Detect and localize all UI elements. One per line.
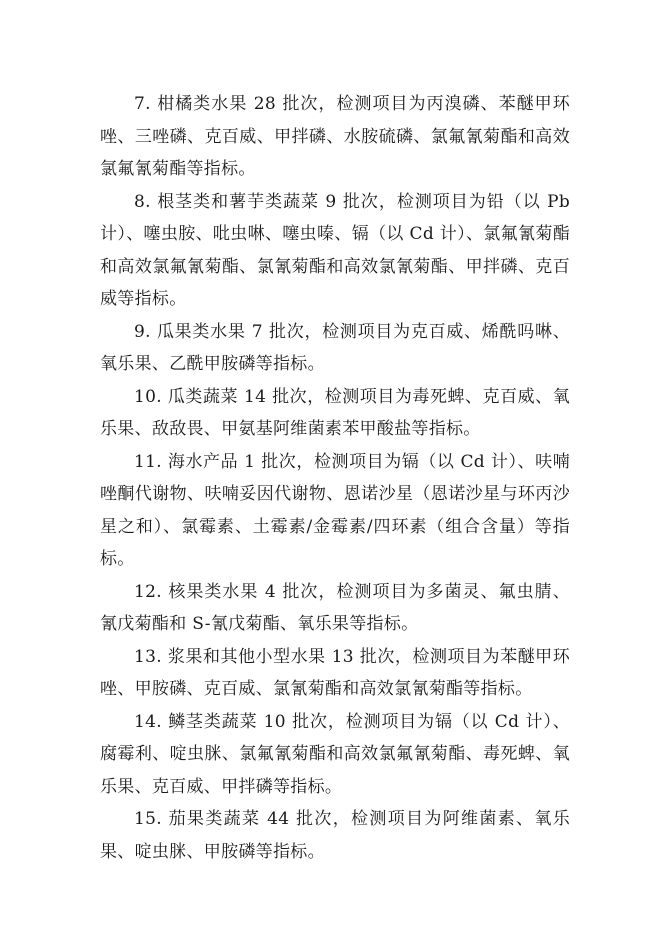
paragraph-item-9: 9. 瓜果类水果 7 批次，检测项目为克百威、烯酰吗啉、氧乐果、乙酰甲胺磷等指标。 bbox=[100, 321, 570, 374]
paragraph-item-15: 15. 茄果类蔬菜 44 批次，检测项目为阿维菌素、氧乐果、啶虫脒、甲胺磷等指标。 bbox=[100, 809, 570, 862]
paragraph-item-12: 12. 核果类水果 4 批次，检测项目为多菌灵、氟虫腈、氰戊菊酯和 S-氰戊菊酯、氧乐果等指标。 bbox=[100, 581, 570, 634]
paragraph-item-14: 14. 鳞茎类蔬菜 10 批次，检测项目为镉（以 Cd 计）、腐霉利、啶虫脒、氯氟氰菊酯和高效氯氟氰菊酯、毒死蜱、氧乐果、克百威、甲拌磷等指标。 bbox=[100, 711, 570, 797]
document-body bbox=[100, 88, 570, 868]
paragraph-item-13: 13. 浆果和其他小型水果 13 批次，检测项目为苯醚甲环唑、甲胺磷、克百威、氯氰菊酯和高效氯氰菊酯等指标。 bbox=[100, 646, 570, 699]
paragraph-item-8: 8. 根茎类和薯芋类蔬菜 9 批次，检测项目为铅（以 Pb 计）、噻虫胺、吡虫啉、噻虫嗪、镉（以 Cd 计）、氯氟氰菊酯和高效氯氟氰菊酯、氯氰菊酯和高效氯氰菊酯、甲拌磷、克百威等指标。 bbox=[100, 191, 570, 309]
paragraph-item-7: 7. 柑橘类水果 28 批次，检测项目为丙溴磷、苯醚甲环唑、三唑磷、克百威、甲拌磷、水胺硫磷、氯氟氰菊酯和高效氯氟氰菊酯等指标。 bbox=[100, 94, 570, 179]
paragraph-item-10: 10. 瓜类蔬菜 14 批次，检测项目为毒死蜱、克百威、氧乐果、敌敌畏、甲氨基阿维菌素苯甲酸盐等指标。 bbox=[100, 386, 570, 439]
paragraph-item-11: 11. 海水产品 1 批次，检测项目为镉（以 Cd 计）、呋喃唑酮代谢物、呋喃妥因代谢物、恩诺沙星（恩诺沙星与环丙沙星之和）、氯霉素、土霉素/金霉素/四环素（组合含量）等指标。 bbox=[100, 451, 570, 569]
